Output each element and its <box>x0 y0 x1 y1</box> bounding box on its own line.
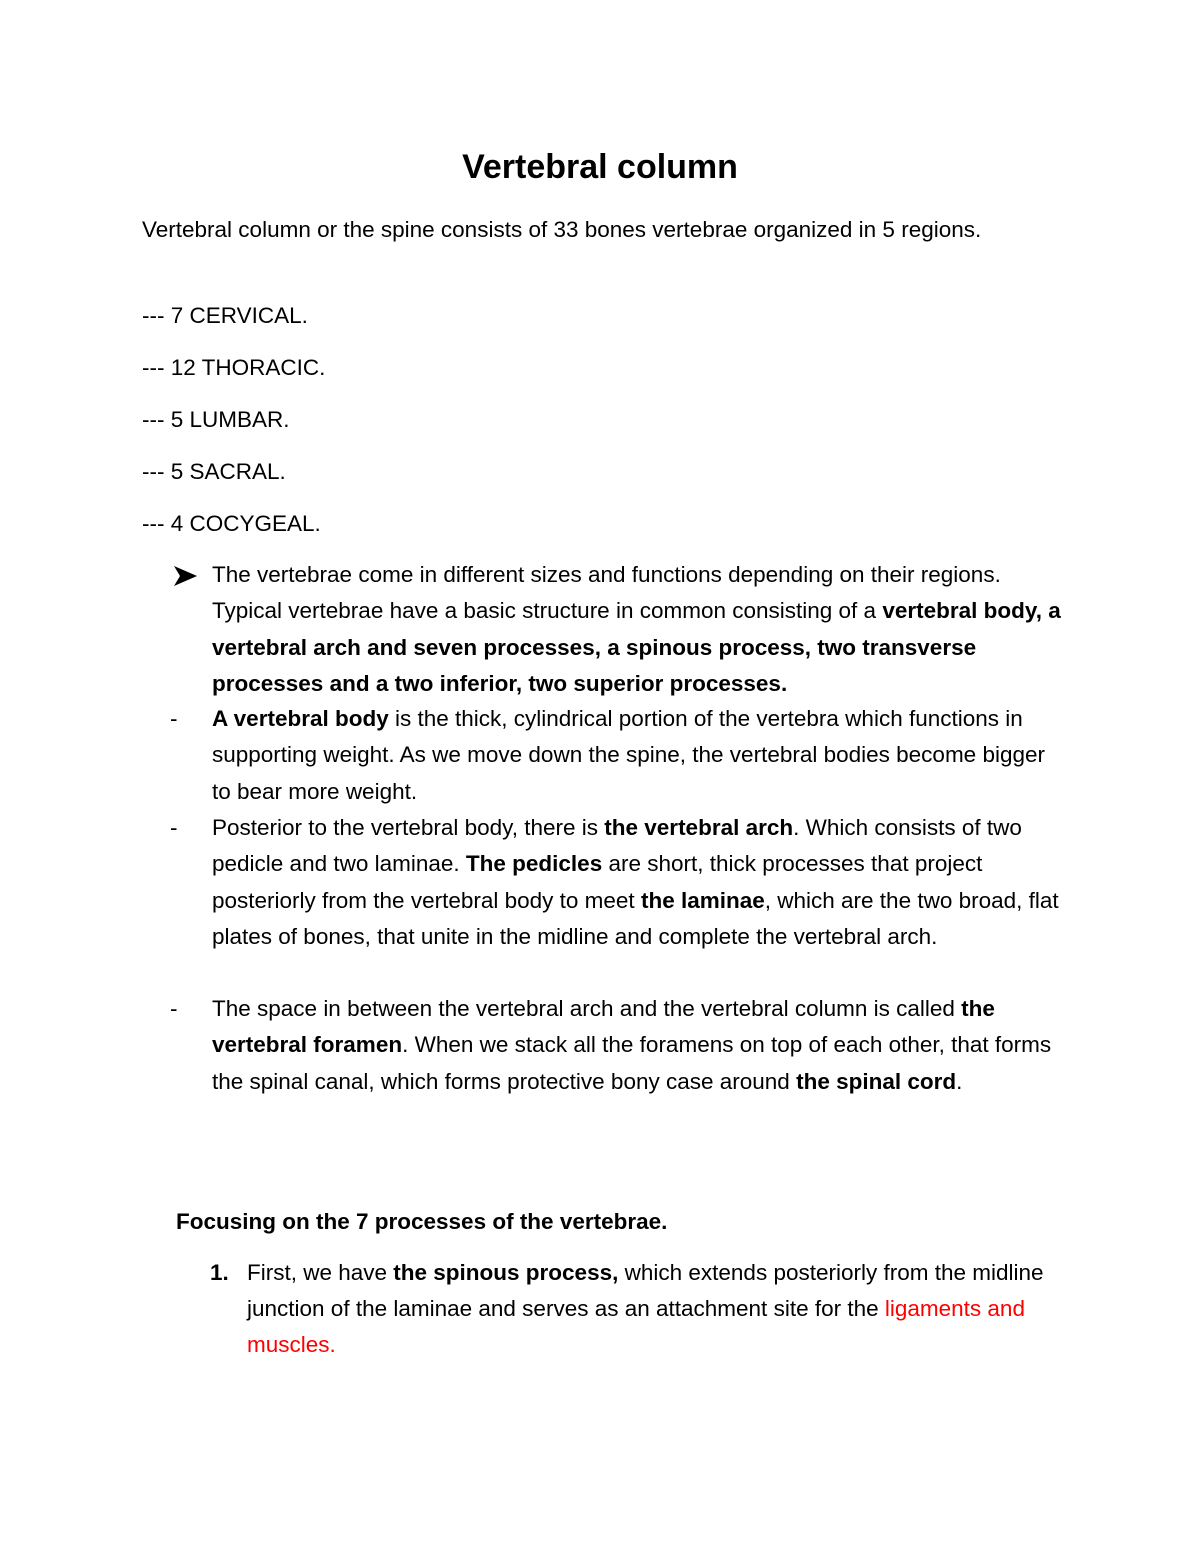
list-item-text: The vertebrae come in different sizes and functions depending on their regions. Typical vertebrae have a basic structure in common consisting of a vertebral body, a vertebral arch and seven processes, a spinous process, two transverse processes and a two inferior, two superior processes. <box>212 562 1061 696</box>
region-sacral: --- 5 SACRAL. <box>142 459 286 484</box>
numbered-item-text: First, we have the spinous process, which extends posteriorly from the midline junction of the laminae and serves as an attachment site for the ligaments and muscles. <box>247 1260 1044 1357</box>
list-number: 1. <box>210 1260 229 1285</box>
region-lumbar: --- 5 LUMBAR. <box>142 407 290 432</box>
dash-marker: - <box>170 815 178 840</box>
list-item-basic-structure <box>170 557 1070 702</box>
dash-marker: - <box>170 996 178 1021</box>
list-item-text: The space in between the vertebral arch and the vertebral column is called the vertebral foramen. When we stack all the foramens on top of each other, that forms the spinal canal, which forms protective bony case around the spinal cord. <box>212 996 1052 1094</box>
list-item-vertebral-body <box>170 701 1070 810</box>
list-item-text: A vertebral body is the thick, cylindrical portion of the vertebra which functions in supporting weight. As we move down the spine, the vertebral bodies become bigger to bear more weight. <box>212 706 1045 804</box>
region-cervical: --- 7 CERVICAL. <box>142 303 308 328</box>
section-heading: Focusing on the 7 processes of the vertebrae. <box>176 1209 668 1234</box>
region-cocygeal: --- 4 COCYGEAL. <box>142 511 321 536</box>
intro-paragraph: Vertebral column or the spine consists of 33 bones vertebrae organized in 5 regions. <box>142 217 982 242</box>
dash-marker: - <box>170 706 178 731</box>
highlighted-text: ligaments and muscles. <box>247 1296 1025 1357</box>
region-thoracic: --- 12 THORACIC. <box>142 355 326 380</box>
list-item-vertebral-arch <box>170 810 1070 955</box>
document-title: Vertebral column <box>462 148 738 186</box>
list-item-text: Posterior to the vertebral body, there is the vertebral arch. Which consists of two pedicle and two laminae. The pedicles are short, thick processes that project posteriorly from the vertebral body to meet the laminae, which are the two broad, flat plates of bones, that unite in the midline and complete the vertebral arch. <box>212 815 1059 949</box>
numbered-item-spinous-process <box>210 1255 1070 1363</box>
list-item-vertebral-foramen <box>170 991 1070 1100</box>
